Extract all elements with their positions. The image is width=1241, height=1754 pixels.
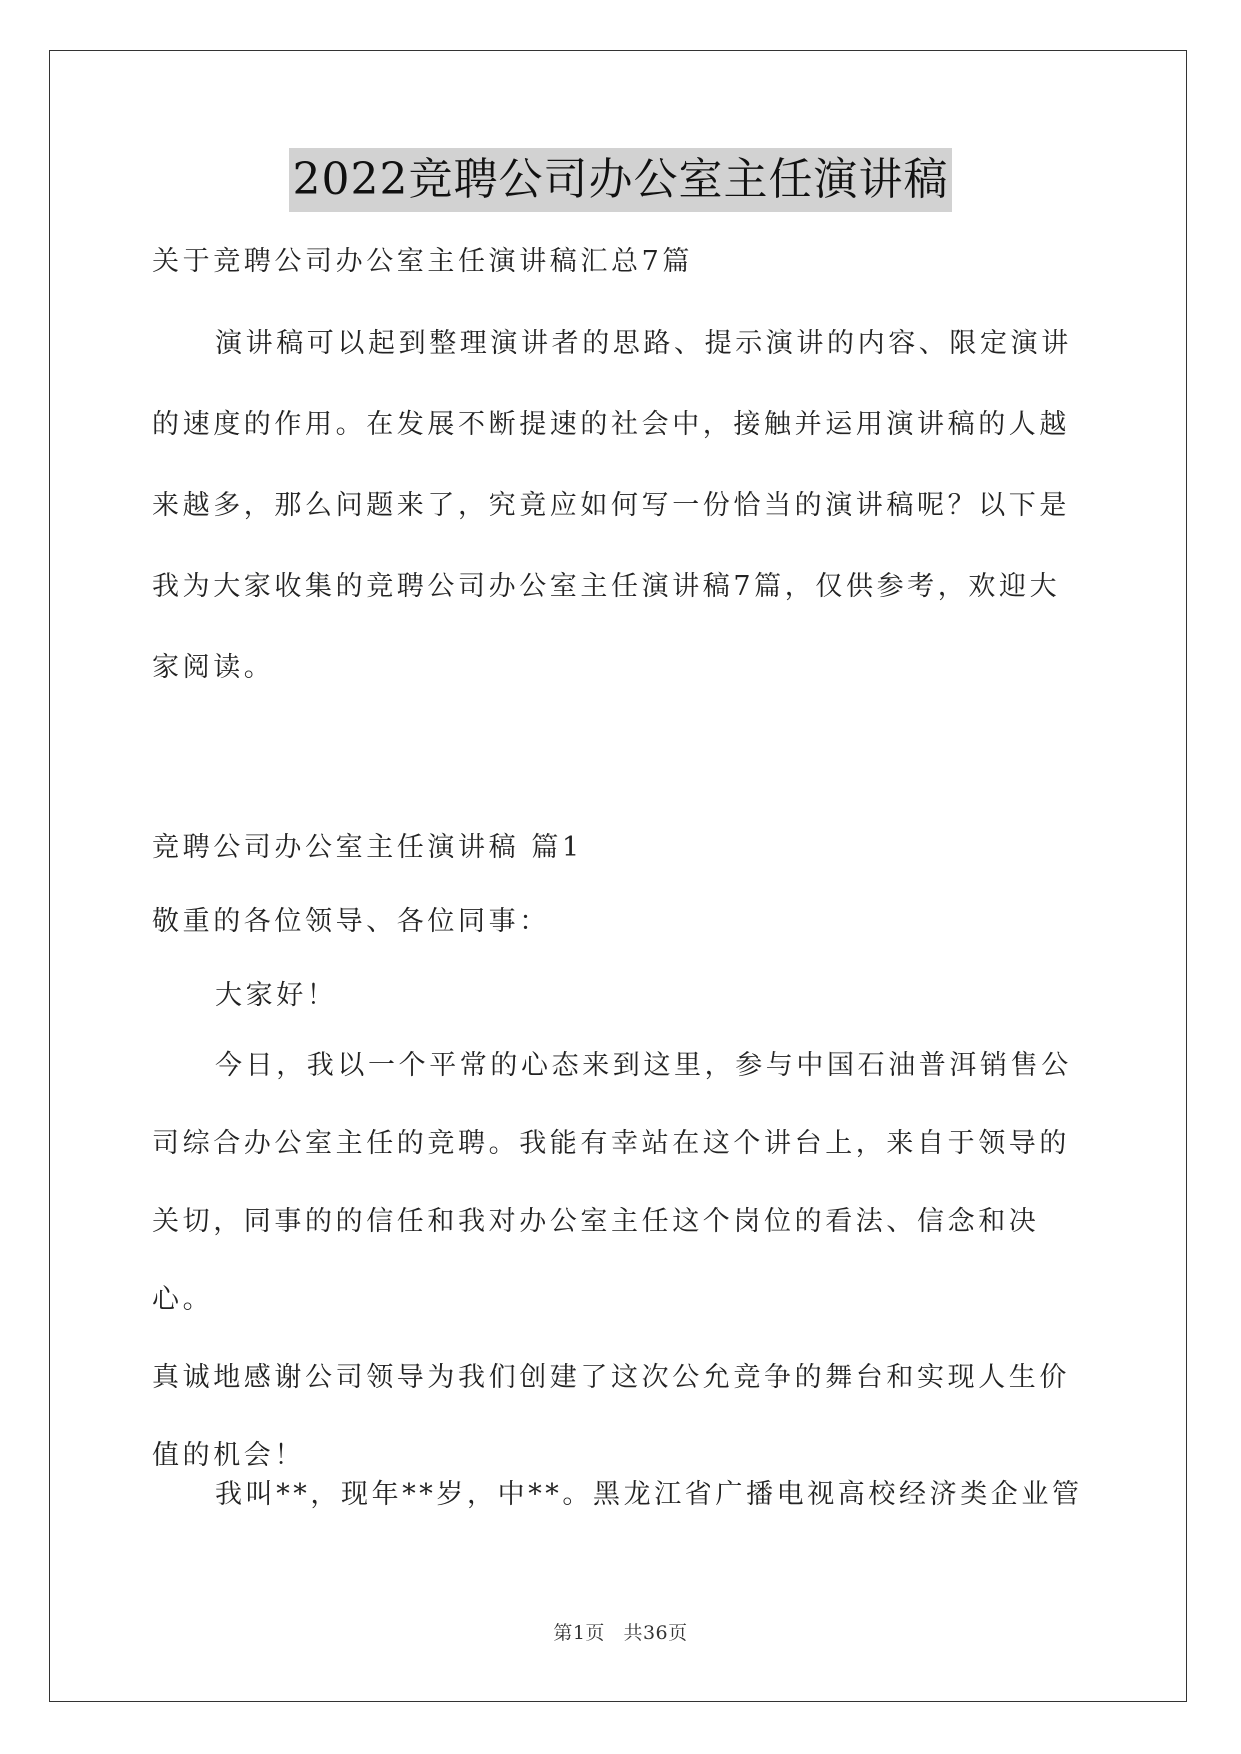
page-footer bbox=[0, 1618, 1241, 1645]
intro-paragraph bbox=[152, 303, 1097, 708]
body-paragraph bbox=[152, 1027, 1097, 1495]
body-line: 值的机会！ bbox=[152, 1440, 305, 1471]
body-paragraph bbox=[152, 1456, 1097, 1534]
document-title: 2022竞聘公司办公室主任演讲稿 bbox=[289, 148, 953, 212]
intro-line: 家阅读。 bbox=[152, 652, 275, 683]
body-line: 真诚地感谢公司领导为我们创建了这次公允竞争的舞台和实现人生价 bbox=[152, 1362, 1070, 1393]
salutation: 敬重的各位领导、各位同事： bbox=[152, 906, 550, 937]
body-line: 司综合办公室主任的竞聘。我能有幸站在这个讲台上，来自于领导的 bbox=[152, 1128, 1070, 1159]
greeting: 大家好！ bbox=[215, 980, 338, 1011]
intro-line: 我为大家收集的竞聘公司办公室主任演讲稿7篇，仅供参考，欢迎大 bbox=[152, 571, 1061, 602]
body-line: 我叫**，现年**岁，中**。黑龙江省广播电视高校经济类企业管 bbox=[215, 1479, 1083, 1510]
intro-line: 演讲稿可以起到整理演讲者的思路、提示演讲的内容、限定演讲 bbox=[215, 328, 1072, 359]
page-total: 共36页 bbox=[623, 1622, 688, 1644]
page-number: 第1页 bbox=[553, 1622, 605, 1644]
intro-line: 的速度的作用。在发展不断提速的社会中，接触并运用演讲稿的人越 bbox=[152, 409, 1070, 440]
section-heading: 竞聘公司办公室主任演讲稿 篇1 bbox=[152, 832, 583, 863]
document-subtitle: 关于竞聘公司办公室主任演讲稿汇总7篇 bbox=[152, 246, 693, 277]
body-line: 关切，同事的的信任和我对办公室主任这个岗位的看法、信念和决心。 bbox=[152, 1206, 1040, 1315]
title-container bbox=[0, 148, 1241, 212]
body-line: 今日，我以一个平常的心态来到这里，参与中国石油普洱销售公 bbox=[215, 1050, 1072, 1081]
intro-line: 来越多，那么问题来了，究竟应如何写一份恰当的演讲稿呢？以下是 bbox=[152, 490, 1070, 521]
